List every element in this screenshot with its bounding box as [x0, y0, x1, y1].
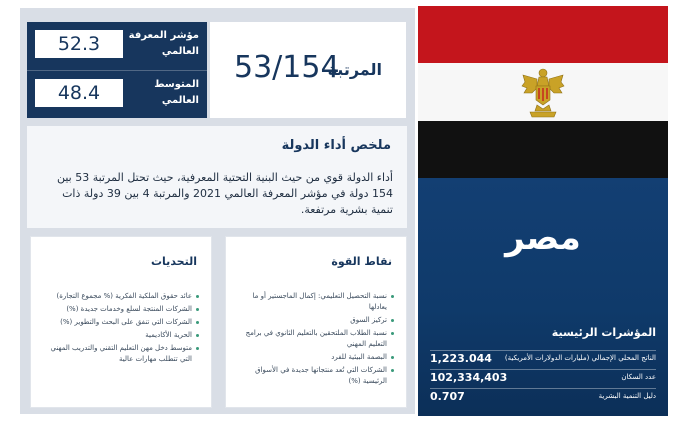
list-item: الحرية الأكاديمية [39, 330, 199, 341]
knowledge-index-value: 52.3 [35, 30, 123, 58]
challenges-card [30, 236, 212, 408]
list-item: متوسط دخل مهن التعليم التقني والتدريب المهني التي تتطلب مهارات عالية [39, 343, 199, 365]
indicator-label: الناتج المحلي الإجمالي (مليارات الدولارات الأمريكية) [504, 354, 656, 362]
global-average-value: 48.4 [35, 79, 123, 107]
global-average-row [27, 70, 207, 118]
rank-box [210, 22, 406, 118]
strengths-title: نقاط القوة [331, 255, 392, 268]
rank-value: 53/154 [234, 50, 340, 85]
flag-black-band [418, 121, 668, 178]
eagle-emblem-icon [520, 66, 566, 118]
indicator-value: 102,334,403 [430, 371, 508, 384]
rank-label: المرتبة [327, 60, 382, 79]
indicator-label: عدد السكان [621, 373, 656, 381]
challenges-title: التحديات [151, 255, 197, 268]
challenges-list [39, 291, 199, 367]
indicator-row [430, 369, 656, 387]
country-panel [418, 178, 668, 416]
summary-title: ملخص أداء الدولة [281, 138, 391, 153]
indicator-value: 1,223.044 [430, 352, 492, 365]
indicators-title: المؤشرات الرئيسية [551, 326, 656, 339]
egypt-flag [418, 6, 668, 178]
country-name: مصر [505, 218, 581, 258]
list-item: نسبة الطلاب الملتحقين بالتعليم الثانوي في برامج التعليم المهني [234, 328, 394, 350]
strengths-list [234, 291, 394, 389]
list-item: عائد حقوق الملكية الفكرية (% مجموع التجارة) [39, 291, 199, 302]
global-average-label: المتوسط العالمي [154, 79, 199, 106]
indicator-value: 0.707 [430, 390, 465, 403]
list-item: البصمة البيئية للفرد [234, 352, 394, 363]
knowledge-index-label: مؤشر المعرفة العالمي [128, 30, 199, 57]
list-item: الشركات المنتجة لسلع وخدمات جديدة (%) [39, 304, 199, 315]
summary-text: أداء الدولة قوي من حيث البنية التحتية المعرفية، حيث تحتل المرتبة 53 بين 154 دولة في مؤشر المعرفة العالمي 2021 والمرتبة 4 بين 39 دولة ذات تنمية بشرية مرتفعة. [56, 171, 393, 216]
list-item: الشركات التي تنفق على البحث والتطوير (%) [39, 317, 199, 328]
knowledge-index-row [27, 22, 207, 70]
list-item: الشركات التي تُعد منتجاتها جديدة في الأسواق الرئيسية (%) [234, 365, 394, 387]
score-panel [27, 22, 207, 118]
performance-summary [27, 126, 407, 228]
strengths-card [225, 236, 407, 408]
flag-red-band [418, 6, 668, 63]
indicator-label: دليل التنمية البشرية [598, 392, 656, 400]
list-item: نسبة التحصيل التعليمي: إكمال الماجستير أو ما يعادلها [234, 291, 394, 313]
indicator-row [430, 388, 656, 406]
indicator-row [430, 350, 656, 368]
list-item: تركيز السوق [234, 315, 394, 326]
